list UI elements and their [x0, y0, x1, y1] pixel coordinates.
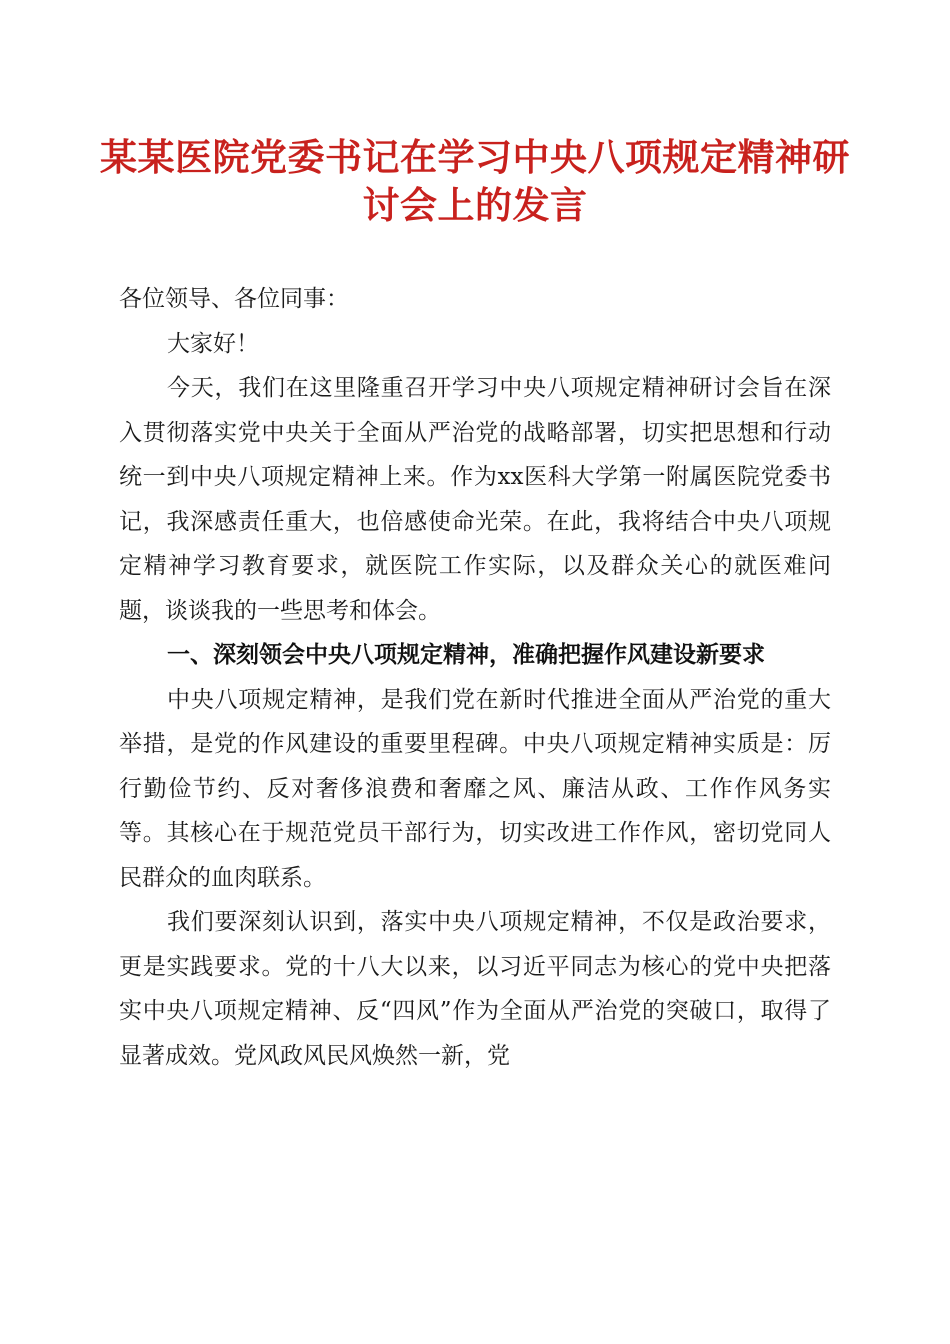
- title-line-2: 讨会上的发言: [362, 183, 588, 227]
- title-line-1: 某某医院党委书记在学习中央八项规定精神研: [100, 135, 850, 179]
- document-body: [119, 277, 831, 1078]
- body-paragraph-2: 我们要深刻认识到，落实中央八项规定精神，不仅是政治要求，更是实践要求。党的十八大以来，以习近平同志为核心的党中央把落实中央八项规定精神、反“四风”作为全面从严治党的突破口，取得了显著成效。党风政风民风焕然一新，党: [119, 909, 831, 1069]
- salutation: 各位领导、各位同事：: [119, 286, 349, 312]
- greeting: 大家好！: [167, 330, 259, 357]
- body-paragraph-1: 中央八项规定精神，是我们党在新时代推进全面从严治党的重大举措，是党的作风建设的重要里程碑。中央八项规定精神实质是：厉行勤俭节约、反对奢侈浪费和奢靡之风、廉洁从政、工作作风务实等。其核心在于规范党员干部行为，切实改进工作作风，密切党同人民群众的血肉联系。: [119, 686, 831, 891]
- section-heading-1: 一、深刻领会中央八项规定精神，准确把握作风建设新要求: [167, 642, 765, 668]
- intro-paragraph: 今天，我们在这里隆重召开学习中央八项规定精神研讨会旨在深入贯彻落实党中央关于全面从严治党的战略部署，切实把思想和行动统一到中央八项规定精神上来。作为xx医科大学第一附属医院党委书记，我深感责任重大，也倍感使命光荣。在此，我将结合中央八项规定精神学习教育要求，就医院工作实际，以及群众关心的就医难问题，谈谈我的一些思考和体会。: [119, 375, 831, 624]
- document-title: [0, 133, 950, 229]
